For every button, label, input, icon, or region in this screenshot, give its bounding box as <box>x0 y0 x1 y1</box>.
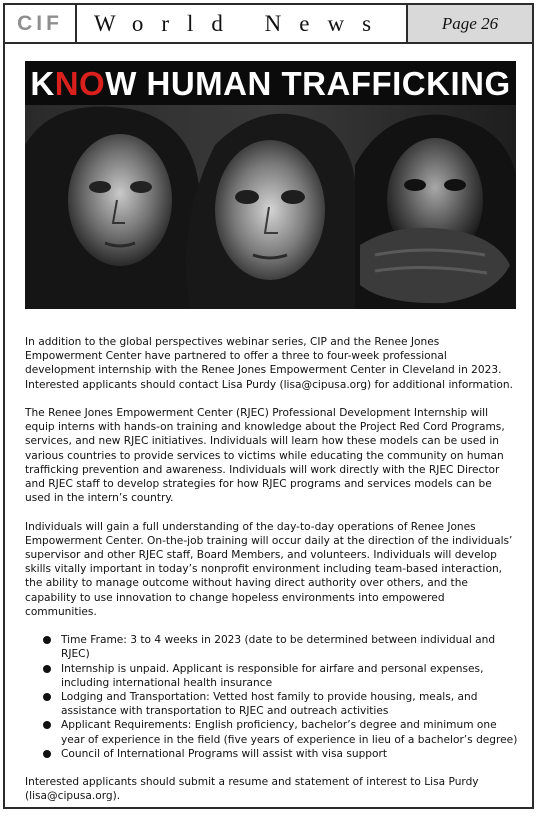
list-item-text: Time Frame: 3 to 4 weeks in 2023 (date to be determined between individual and RJEC) <box>61 634 496 661</box>
paragraph: In addition to the global perspectives webinar series, CIP and the Renee Jones Empowerment Center have partnered to offer a three to four-week professional development internship with the Renee Jones Empowerment Center in Cleveland in 2023. Interested applicants should contact Lisa Purdy (lisa@cipusa.org) for additional information. <box>25 336 513 391</box>
list-item-text: Council of International Programs will assist with visa support <box>61 747 388 760</box>
list-item-text: Applicant Requirements: English proficiency, bachelor’s degree and minimum one year of experience in the field (five years of experience in lieu of a bachelor’s degree) <box>61 719 518 746</box>
list-item <box>25 633 519 661</box>
faces-photo <box>25 105 516 309</box>
banner-title <box>25 65 516 103</box>
list-item-text: Internship is unpaid. Applicant is responsible for airfare and personal expenses, including international health insurance <box>61 662 484 689</box>
bullet-icon <box>43 721 51 729</box>
logo: CIF <box>5 5 77 42</box>
paragraph: The Renee Jones Empowerment Center (RJEC) Professional Development Internship will equip interns with hands-on training and knowledge about the Project Red Cord Programs, services, and new RJEC initiatives. Individuals will learn how these models can be used in various countries to provide services to victims while educating the community on human trafficking prevention and awareness. Individuals will work directly with the RJEC Director and RJEC staff to develop strategies for how RJEC programs and services models can be used in the intern’s country. <box>25 407 505 505</box>
page-number: Page 26 <box>408 5 532 42</box>
list-item <box>25 690 519 718</box>
trafficking-banner-image <box>25 61 516 309</box>
bullet-icon <box>43 693 51 701</box>
list-item-text: Lodging and Transportation: Vetted host family to provide housing, meals, and assistance with transportation to RJEC and outreach activities <box>61 691 478 718</box>
page-header <box>5 5 532 44</box>
list-item <box>25 718 519 746</box>
newsletter-page <box>3 3 534 809</box>
bullet-icon <box>43 636 51 644</box>
paragraph: Individuals will gain a full understanding of the day-to-day operations of Renee Jones Empowerment Center. On-the-job training will occur daily at the direction of the individuals’ supervisor and other RJEC staff, Board Members, and volunteers. Individuals will develop skills vitally important in today’s nonprofit environment including team-based interaction, the ability to manage outcome without having direct authority over others, and the capability to use innovation to change hopeless environments into empowered communities. <box>25 520 513 618</box>
list-item <box>25 662 519 690</box>
details-list <box>25 633 519 761</box>
bullet-icon <box>43 750 51 758</box>
bullet-icon <box>43 665 51 673</box>
list-item <box>25 747 519 761</box>
newsletter-title: World News <box>77 5 408 42</box>
banner-title-k: K <box>30 65 55 102</box>
banner-title-no: NO <box>54 65 106 102</box>
closing-paragraph: Interested applicants should submit a resume and statement of interest to Lisa Purdy (lisa@cipusa.org). <box>25 776 479 803</box>
banner-title-rest: W HUMAN TRAFFICKING <box>105 65 511 102</box>
article-body <box>25 335 519 818</box>
